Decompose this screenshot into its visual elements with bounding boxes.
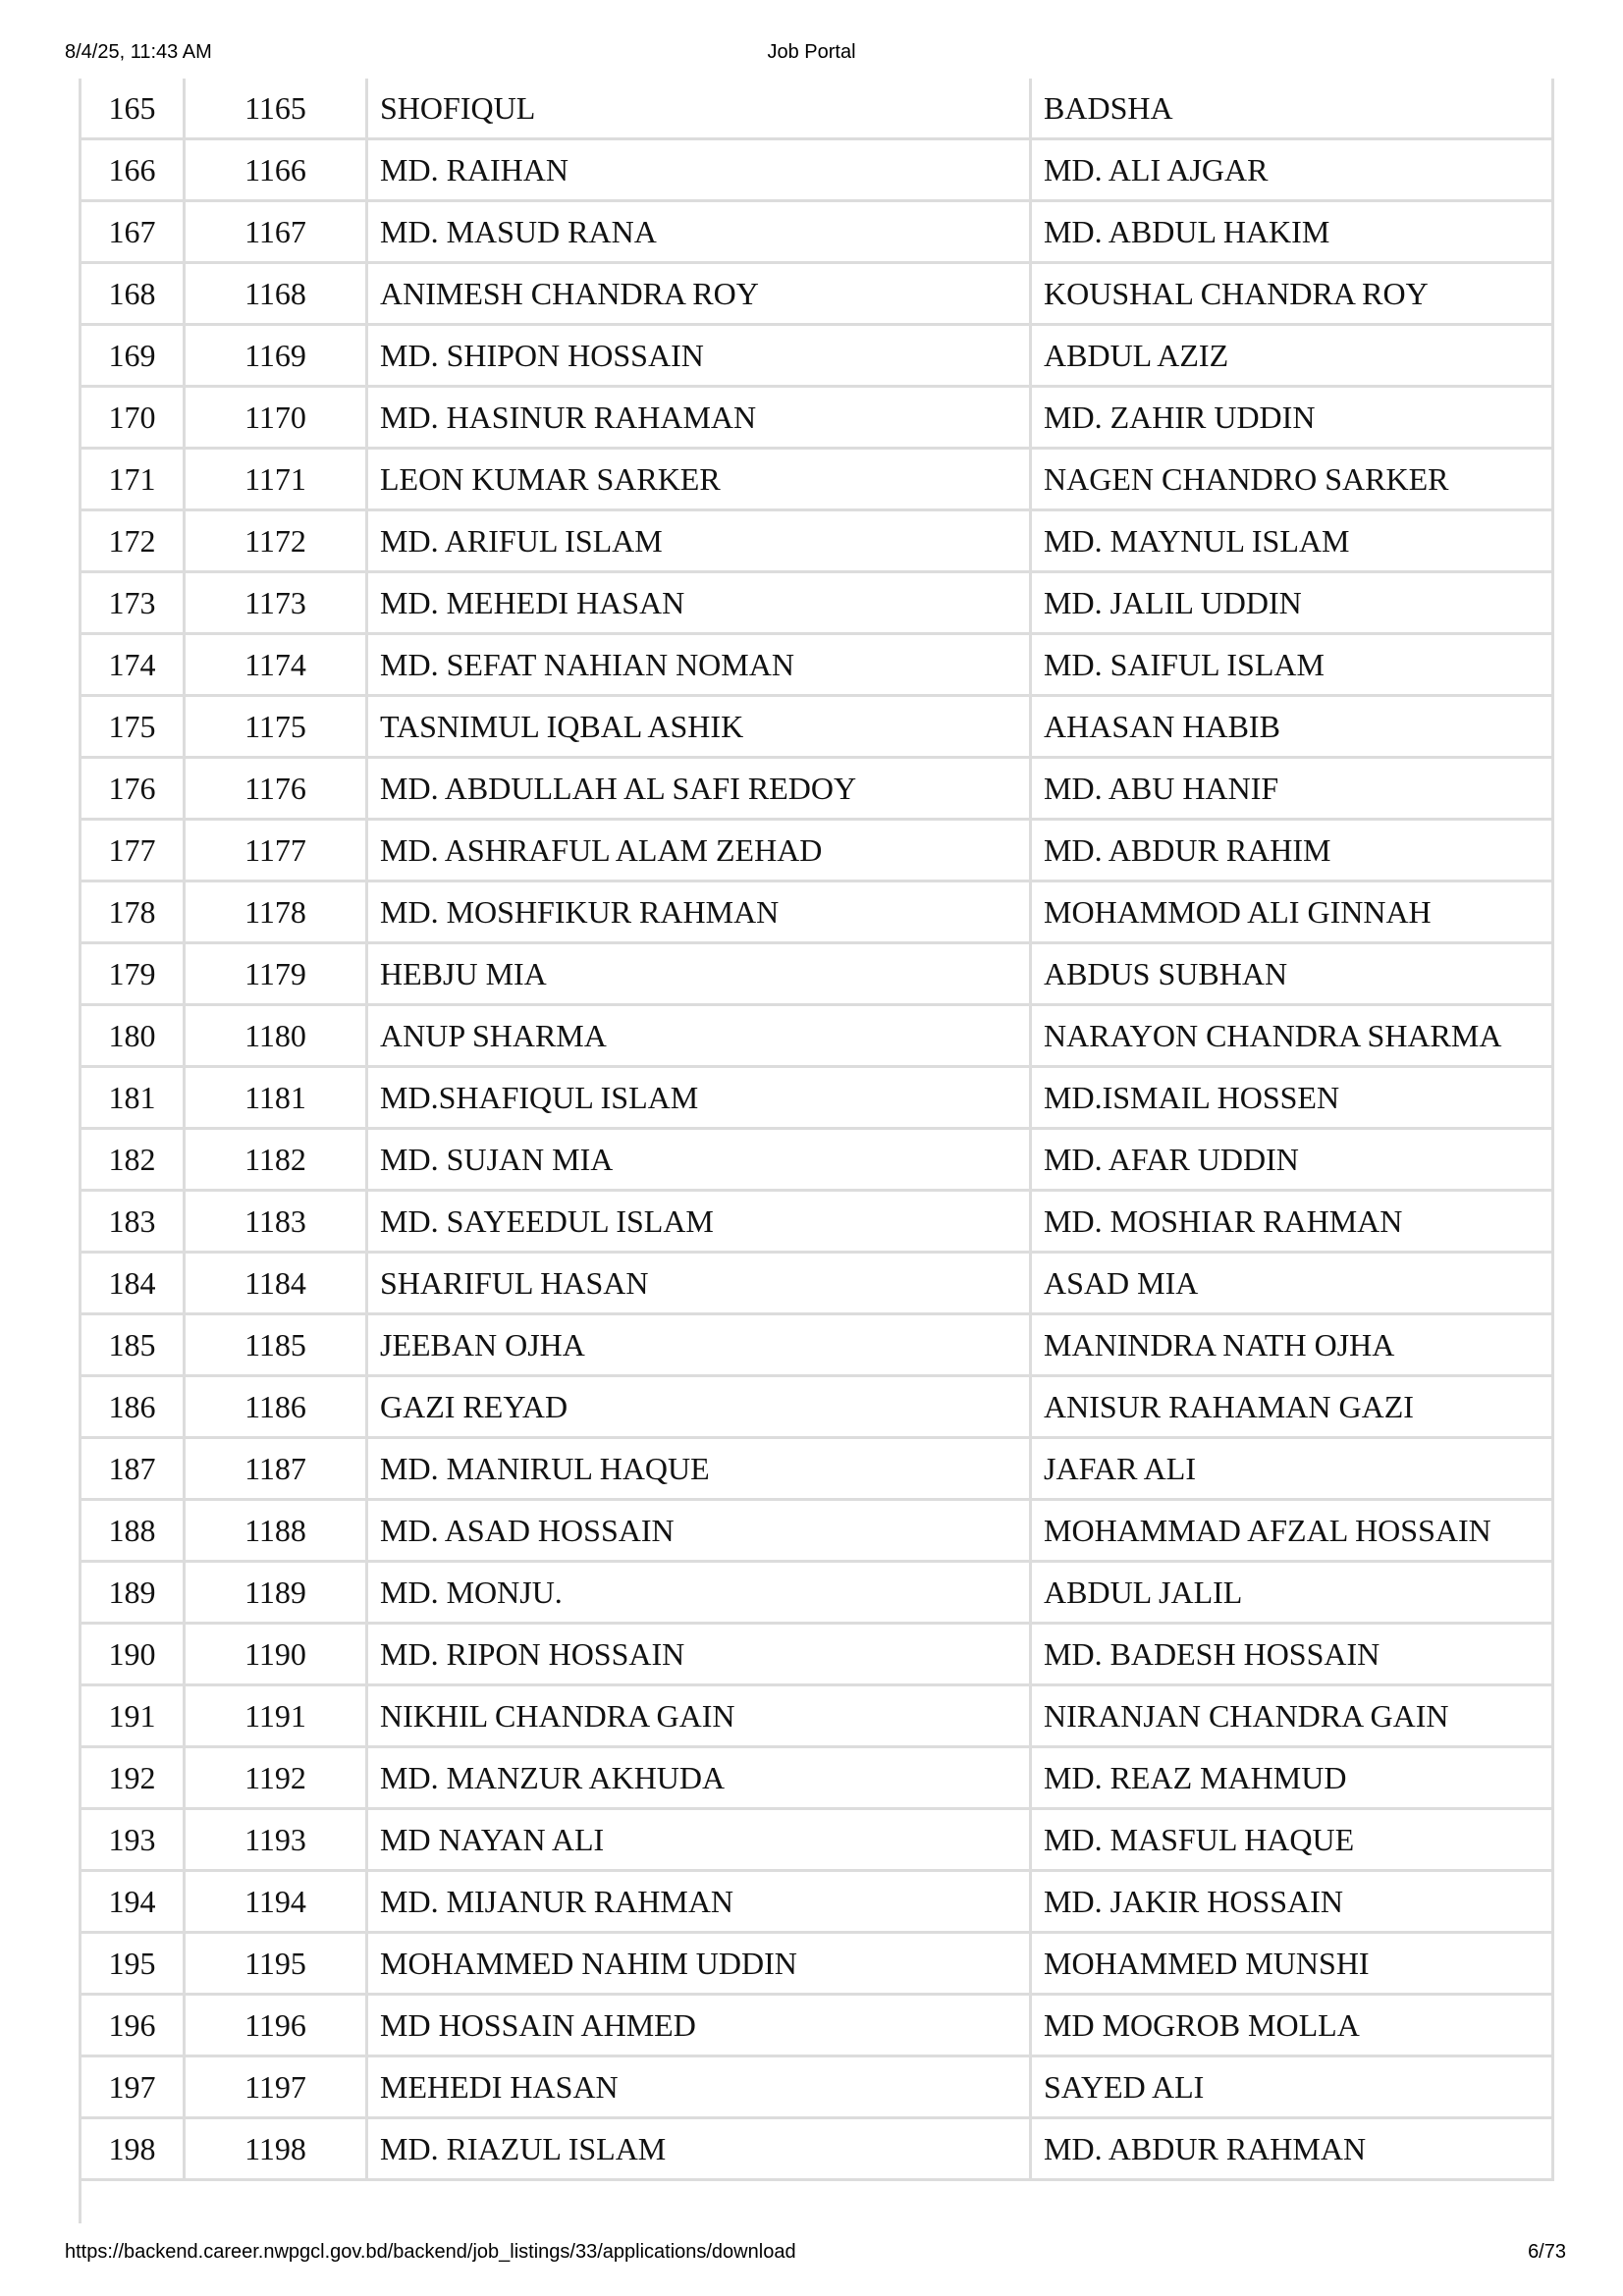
table-row: [79, 1810, 1554, 1872]
roll-number-cell: 1178: [186, 882, 368, 944]
father-name-cell: MD. JALIL UDDIN: [1032, 573, 1554, 635]
serial-number-cell: 175: [79, 697, 186, 759]
table-row: [79, 202, 1554, 264]
roll-number-cell: 1170: [186, 388, 368, 450]
serial-number-cell: 177: [79, 821, 186, 882]
roll-number-cell: 1190: [186, 1625, 368, 1686]
father-name-cell: ASAD MIA: [1032, 1254, 1554, 1315]
roll-number-cell: 1181: [186, 1068, 368, 1130]
serial-number-cell: 169: [79, 326, 186, 388]
serial-number-cell: 178: [79, 882, 186, 944]
serial-number-cell: 196: [79, 1996, 186, 2057]
father-name-cell: SAYED ALI: [1032, 2057, 1554, 2119]
roll-number-cell: 1198: [186, 2119, 368, 2181]
roll-number-cell: 1194: [186, 1872, 368, 1934]
roll-number-cell: 1180: [186, 1006, 368, 1068]
serial-number-cell: 181: [79, 1068, 186, 1130]
table-row: [79, 1068, 1554, 1130]
table-row: [79, 1377, 1554, 1439]
roll-number-cell: 1187: [186, 1439, 368, 1501]
table-row: [79, 2119, 1554, 2181]
applicant-name-cell: MD. SAYEEDUL ISLAM: [368, 1192, 1032, 1254]
table-row: [79, 1315, 1554, 1377]
serial-number-cell: 173: [79, 573, 186, 635]
applicants-table: [79, 79, 1554, 2181]
applicant-name-cell: MD. SUJAN MIA: [368, 1130, 1032, 1192]
applicants-table-container: [79, 79, 1554, 2181]
serial-number-cell: 187: [79, 1439, 186, 1501]
table-row: [79, 1501, 1554, 1563]
applicant-name-cell: MD. SHIPON HOSSAIN: [368, 326, 1032, 388]
roll-number-cell: 1172: [186, 511, 368, 573]
roll-number-cell: 1183: [186, 1192, 368, 1254]
applicant-name-cell: HEBJU MIA: [368, 944, 1032, 1006]
table-row: [79, 1872, 1554, 1934]
father-name-cell: MD. MAYNUL ISLAM: [1032, 511, 1554, 573]
father-name-cell: MD. MASFUL HAQUE: [1032, 1810, 1554, 1872]
applicant-name-cell: MD. RIAZUL ISLAM: [368, 2119, 1032, 2181]
serial-number-cell: 195: [79, 1934, 186, 1996]
table-row: [79, 759, 1554, 821]
applicant-name-cell: MD. MONJU.: [368, 1563, 1032, 1625]
serial-number-cell: 192: [79, 1748, 186, 1810]
serial-number-cell: 172: [79, 511, 186, 573]
applicant-name-cell: LEON KUMAR SARKER: [368, 450, 1032, 511]
serial-number-cell: 197: [79, 2057, 186, 2119]
father-name-cell: MD.ISMAIL HOSSEN: [1032, 1068, 1554, 1130]
serial-number-cell: 174: [79, 635, 186, 697]
serial-number-cell: 190: [79, 1625, 186, 1686]
serial-number-cell: 194: [79, 1872, 186, 1934]
father-name-cell: MD. AFAR UDDIN: [1032, 1130, 1554, 1192]
serial-number-cell: 170: [79, 388, 186, 450]
serial-number-cell: 171: [79, 450, 186, 511]
father-name-cell: AHASAN HABIB: [1032, 697, 1554, 759]
father-name-cell: MD. JAKIR HOSSAIN: [1032, 1872, 1554, 1934]
applicant-name-cell: MD. RIPON HOSSAIN: [368, 1625, 1032, 1686]
serial-number-cell: 198: [79, 2119, 186, 2181]
roll-number-cell: 1177: [186, 821, 368, 882]
serial-number-cell: 193: [79, 1810, 186, 1872]
page-number: 6/73: [1528, 2241, 1566, 2263]
applicant-name-cell: TASNIMUL IQBAL ASHIK: [368, 697, 1032, 759]
father-name-cell: KOUSHAL CHANDRA ROY: [1032, 264, 1554, 326]
table-row: [79, 326, 1554, 388]
table-row: [79, 1996, 1554, 2057]
roll-number-cell: 1195: [186, 1934, 368, 1996]
roll-number-cell: 1179: [186, 944, 368, 1006]
table-row: [79, 944, 1554, 1006]
father-name-cell: ANISUR RAHAMAN GAZI: [1032, 1377, 1554, 1439]
serial-number-cell: 180: [79, 1006, 186, 1068]
table-row: [79, 1006, 1554, 1068]
page-url: https://backend.career.nwpgcl.gov.bd/backend/job_listings/33/applications/download: [65, 2241, 796, 2263]
father-name-cell: MD. BADESH HOSSAIN: [1032, 1625, 1554, 1686]
table-row: [79, 264, 1554, 326]
applicants-table-body: [79, 79, 1554, 2181]
applicant-name-cell: MOHAMMED NAHIM UDDIN: [368, 1934, 1032, 1996]
roll-number-cell: 1175: [186, 697, 368, 759]
father-name-cell: MD. ABU HANIF: [1032, 759, 1554, 821]
roll-number-cell: 1191: [186, 1686, 368, 1748]
applicant-name-cell: MD. MIJANUR RAHMAN: [368, 1872, 1032, 1934]
serial-number-cell: 186: [79, 1377, 186, 1439]
applicant-name-cell: MEHEDI HASAN: [368, 2057, 1032, 2119]
applicant-name-cell: NIKHIL CHANDRA GAIN: [368, 1686, 1032, 1748]
applicant-name-cell: MD. RAIHAN: [368, 140, 1032, 202]
roll-number-cell: 1176: [186, 759, 368, 821]
serial-number-cell: 165: [79, 79, 186, 140]
applicant-name-cell: MD. ASAD HOSSAIN: [368, 1501, 1032, 1563]
table-row: [79, 1625, 1554, 1686]
father-name-cell: MD. MOSHIAR RAHMAN: [1032, 1192, 1554, 1254]
father-name-cell: MD MOGROB MOLLA: [1032, 1996, 1554, 2057]
father-name-cell: MOHAMMOD ALI GINNAH: [1032, 882, 1554, 944]
father-name-cell: MD. ABDUR RAHMAN: [1032, 2119, 1554, 2181]
father-name-cell: BADSHA: [1032, 79, 1554, 140]
roll-number-cell: 1193: [186, 1810, 368, 1872]
father-name-cell: NARAYON CHANDRA SHARMA: [1032, 1006, 1554, 1068]
print-datetime: 8/4/25, 11:43 AM: [65, 41, 212, 63]
serial-number-cell: 189: [79, 1563, 186, 1625]
applicant-name-cell: MD. MANIRUL HAQUE: [368, 1439, 1032, 1501]
father-name-cell: MOHAMMAD AFZAL HOSSAIN: [1032, 1501, 1554, 1563]
father-name-cell: NIRANJAN CHANDRA GAIN: [1032, 1686, 1554, 1748]
applicant-name-cell: MD NAYAN ALI: [368, 1810, 1032, 1872]
table-row: [79, 1130, 1554, 1192]
father-name-cell: MD. ABDUR RAHIM: [1032, 821, 1554, 882]
applicant-name-cell: SHARIFUL HASAN: [368, 1254, 1032, 1315]
applicant-name-cell: SHOFIQUL: [368, 79, 1032, 140]
applicant-name-cell: MD. ABDULLAH AL SAFI REDOY: [368, 759, 1032, 821]
applicant-name-cell: JEEBAN OJHA: [368, 1315, 1032, 1377]
table-row: [79, 140, 1554, 202]
father-name-cell: JAFAR ALI: [1032, 1439, 1554, 1501]
table-row: [79, 79, 1554, 140]
table-row: [79, 1748, 1554, 1810]
roll-number-cell: 1168: [186, 264, 368, 326]
table-continuation-line: [79, 2172, 81, 2223]
roll-number-cell: 1173: [186, 573, 368, 635]
table-row: [79, 1439, 1554, 1501]
table-row: [79, 882, 1554, 944]
roll-number-cell: 1192: [186, 1748, 368, 1810]
roll-number-cell: 1197: [186, 2057, 368, 2119]
serial-number-cell: 185: [79, 1315, 186, 1377]
table-row: [79, 1934, 1554, 1996]
serial-number-cell: 188: [79, 1501, 186, 1563]
serial-number-cell: 179: [79, 944, 186, 1006]
roll-number-cell: 1185: [186, 1315, 368, 1377]
father-name-cell: MD. ABDUL HAKIM: [1032, 202, 1554, 264]
father-name-cell: MD. REAZ MAHMUD: [1032, 1748, 1554, 1810]
roll-number-cell: 1165: [186, 79, 368, 140]
table-row: [79, 511, 1554, 573]
applicant-name-cell: MD. MANZUR AKHUDA: [368, 1748, 1032, 1810]
roll-number-cell: 1169: [186, 326, 368, 388]
roll-number-cell: 1166: [186, 140, 368, 202]
father-name-cell: MD. ALI AJGAR: [1032, 140, 1554, 202]
table-row: [79, 821, 1554, 882]
roll-number-cell: 1189: [186, 1563, 368, 1625]
applicant-name-cell: MD. ASHRAFUL ALAM ZEHAD: [368, 821, 1032, 882]
applicant-name-cell: MD. HASINUR RAHAMAN: [368, 388, 1032, 450]
applicant-name-cell: MD. MOSHFIKUR RAHMAN: [368, 882, 1032, 944]
table-row: [79, 635, 1554, 697]
father-name-cell: MD. SAIFUL ISLAM: [1032, 635, 1554, 697]
roll-number-cell: 1171: [186, 450, 368, 511]
applicant-name-cell: MD.SHAFIQUL ISLAM: [368, 1068, 1032, 1130]
table-row: [79, 573, 1554, 635]
roll-number-cell: 1188: [186, 1501, 368, 1563]
table-row: [79, 388, 1554, 450]
father-name-cell: ABDUS SUBHAN: [1032, 944, 1554, 1006]
serial-number-cell: 191: [79, 1686, 186, 1748]
father-name-cell: ABDUL AZIZ: [1032, 326, 1554, 388]
roll-number-cell: 1167: [186, 202, 368, 264]
table-row: [79, 1563, 1554, 1625]
roll-number-cell: 1174: [186, 635, 368, 697]
serial-number-cell: 183: [79, 1192, 186, 1254]
serial-number-cell: 184: [79, 1254, 186, 1315]
applicant-name-cell: ANIMESH CHANDRA ROY: [368, 264, 1032, 326]
page-title: Job Portal: [767, 41, 856, 63]
father-name-cell: NAGEN CHANDRO SARKER: [1032, 450, 1554, 511]
roll-number-cell: 1184: [186, 1254, 368, 1315]
applicant-name-cell: ANUP SHARMA: [368, 1006, 1032, 1068]
roll-number-cell: 1186: [186, 1377, 368, 1439]
applicant-name-cell: GAZI REYAD: [368, 1377, 1032, 1439]
roll-number-cell: 1196: [186, 1996, 368, 2057]
father-name-cell: MOHAMMED MUNSHI: [1032, 1934, 1554, 1996]
father-name-cell: MD. ZAHIR UDDIN: [1032, 388, 1554, 450]
serial-number-cell: 176: [79, 759, 186, 821]
applicant-name-cell: MD. MASUD RANA: [368, 202, 1032, 264]
serial-number-cell: 166: [79, 140, 186, 202]
serial-number-cell: 167: [79, 202, 186, 264]
applicant-name-cell: MD. MEHEDI HASAN: [368, 573, 1032, 635]
father-name-cell: ABDUL JALIL: [1032, 1563, 1554, 1625]
father-name-cell: MANINDRA NATH OJHA: [1032, 1315, 1554, 1377]
serial-number-cell: 168: [79, 264, 186, 326]
table-row: [79, 1192, 1554, 1254]
serial-number-cell: 182: [79, 1130, 186, 1192]
table-row: [79, 1686, 1554, 1748]
table-row: [79, 2057, 1554, 2119]
applicant-name-cell: MD. ARIFUL ISLAM: [368, 511, 1032, 573]
table-row: [79, 697, 1554, 759]
roll-number-cell: 1182: [186, 1130, 368, 1192]
table-row: [79, 1254, 1554, 1315]
applicant-name-cell: MD HOSSAIN AHMED: [368, 1996, 1032, 2057]
applicant-name-cell: MD. SEFAT NAHIAN NOMAN: [368, 635, 1032, 697]
table-row: [79, 450, 1554, 511]
